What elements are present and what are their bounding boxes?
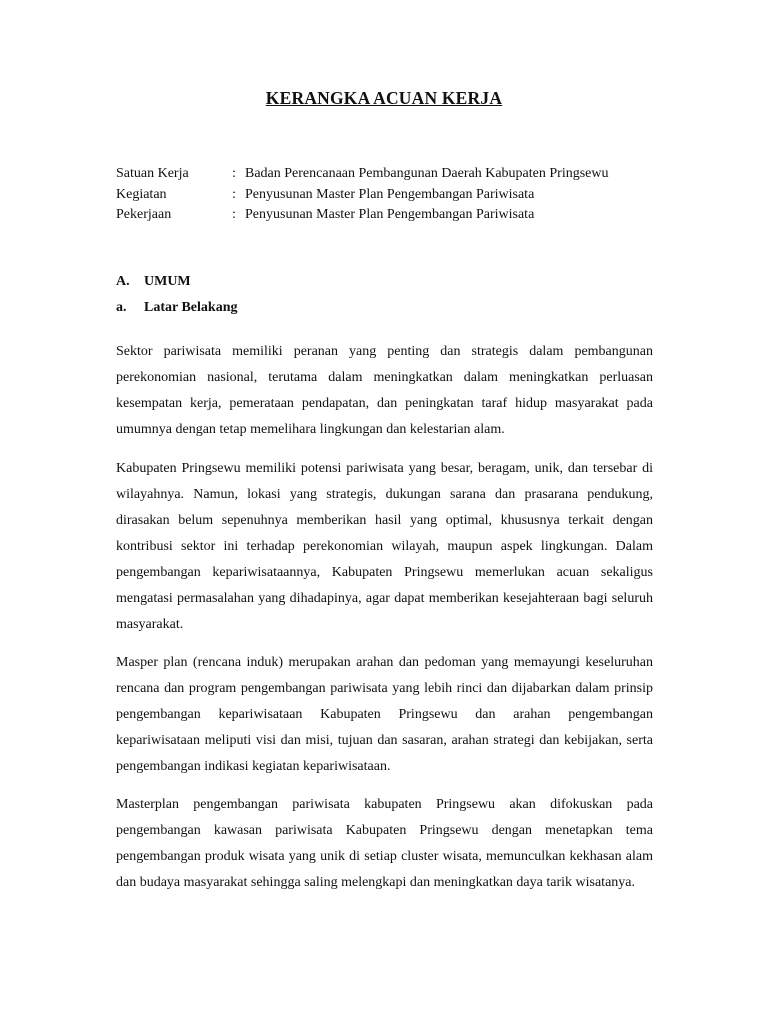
meta-row-kegiatan xyxy=(116,185,676,206)
body-paragraph-3: Masper plan (rencana induk) merupakan arahan dan pedoman yang memayungi keseluruhan rencana dan program pengembangan pariwisata yang lebih rinci dan dijabarkan dalam prinsip pengembangan kepariwisataan Kabupaten Pringsewu dan arahan pengembangan kepariwisataan meliputi visi dan misi, tujuan dan sasaran, arahan strategi dan kebijakan, serta pengembangan indikasi kegiatan kepariwisataan. xyxy=(116,655,653,774)
subsection-number: a. xyxy=(116,300,127,315)
meta-row-pekerjaan xyxy=(116,205,676,226)
document-title: KERANGKA ACUAN KERJA xyxy=(265,88,503,108)
body-paragraph-2: Kabupaten Pringsewu memiliki potensi pariwisata yang besar, beragam, unik, dan tersebar di wilayahnya. Namun, lokasi yang strategis, dukungan sarana dan prasarana pendukung, dirasakan belum sepenuhnya memberikan hasil yang optimal, khususnya terkait dengan kontribusi sektor ini terhadap perekonomian wilayah, maupun aspek lingkungan. Dalam pengembangan kepariwisataannya, Kabupaten Pringsewu memerlukan acuan sekaligus mengatasi permasalahan yang dihadapinya, agar dapat memberikan kesejahteraan bagi seluruh masyarakat. xyxy=(116,461,653,632)
meta-colon: : xyxy=(232,186,236,202)
body-paragraph-1: Sektor pariwisata memiliki peranan yang penting dan strategis dalam pembangunan perekonomian nasional, terutama dalam meningkatkan dalam meningkatkan perluasan kesempatan kerja, pemerataan pendapatan, dan peningkatan taraf hidup masyarakat pada umumnya dengan tetap memelihara lingkungan dan kelestarian alam. xyxy=(116,344,653,437)
meta-value: Penyusunan Master Plan Pengembangan Pariwisata xyxy=(245,207,535,222)
meta-colon: : xyxy=(232,207,236,222)
meta-value: Badan Perencanaan Pembangunan Daerah Kabupaten Pringsewu xyxy=(245,166,609,181)
body-paragraph-4: Masterplan pengembangan pariwisata kabupaten Pringsewu akan difokuskan pada pengembangan kawasan pariwisata Kabupaten Pringsewu dengan menetapkan tema pengembangan produk wisata yang unik di setiap cluster wisata, memunculkan kekhasan alam dan budaya masyarakat sehingga saling melengkapi dan meningkatkan daya tarik wisatanya. xyxy=(116,797,653,890)
meta-row-satuan-kerja xyxy=(116,164,676,185)
meta-value: Penyusunan Master Plan Pengembangan Pariwisata xyxy=(245,186,535,202)
section-title: UMUM xyxy=(144,274,191,289)
subsection-heading-latar-belakang xyxy=(116,300,237,316)
meta-label: Pekerjaan xyxy=(116,207,172,222)
document-meta-block xyxy=(116,164,676,226)
meta-label: Kegiatan xyxy=(116,186,167,202)
subsection-title: Latar Belakang xyxy=(144,300,238,315)
section-heading-umum xyxy=(116,274,191,290)
meta-colon: : xyxy=(232,166,236,181)
meta-label: Satuan Kerja xyxy=(116,166,189,181)
section-number: A. xyxy=(116,274,130,289)
